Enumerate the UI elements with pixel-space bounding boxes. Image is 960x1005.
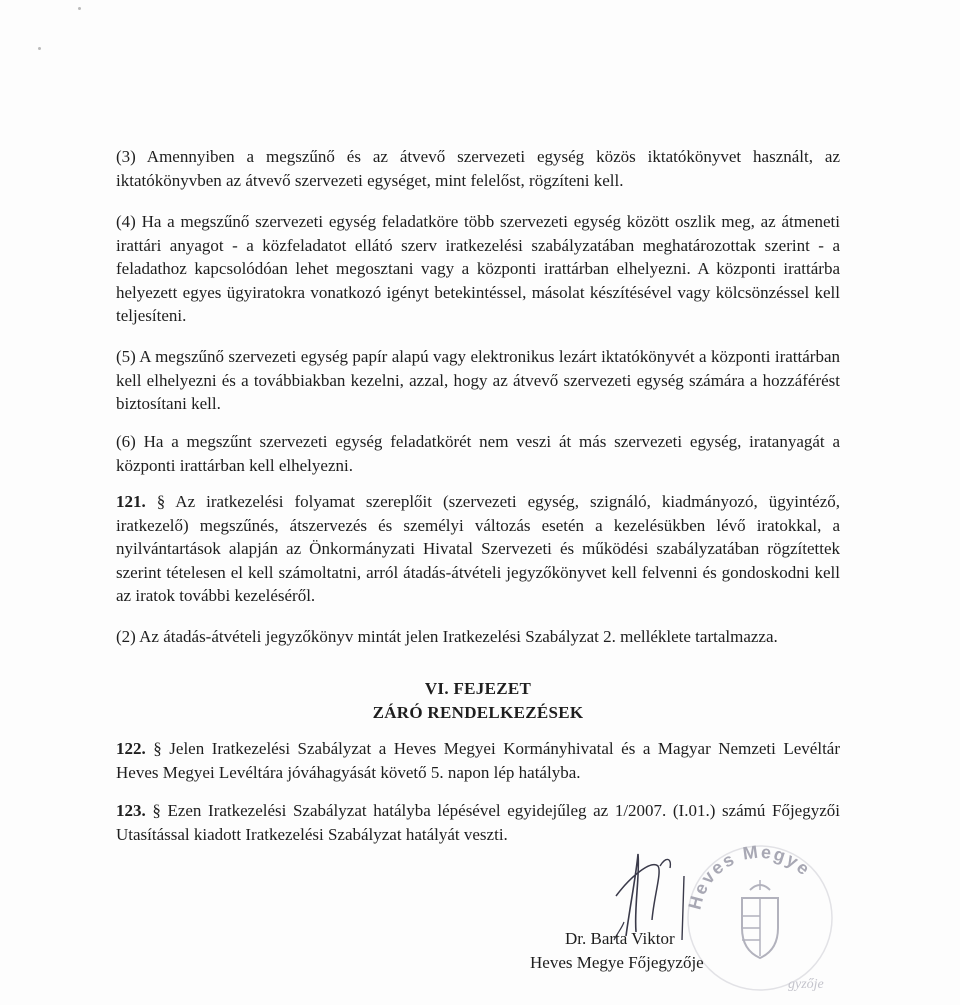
section-123-number: 123.: [116, 801, 146, 820]
scan-speck: [38, 47, 41, 50]
paragraph-4-part-1: (4) Ha a megszűnő szervezeti egység feladatköre több szervezeti egység között oszlik meg, az átmeneti irattári anyagot - a közfeladatot ellátó szerv iratkezelési szabályzatában meghatározottak szerint - a feladathoz kapcsolódóan lehet megosztani vagy a központi irattárban elhelyezni.: [116, 212, 840, 278]
section-121: [116, 490, 840, 608]
section-122-text: § Jelen Iratkezelési Szabályzat a Heves Megyei Kormányhivatal és a Magyar Nemzeti Levéltár Heves Megyei Levéltára jóváhagyását követő 5. napon lép hatályba.: [116, 739, 840, 782]
svg-text:gyzője: gyzője: [788, 977, 824, 992]
section-122: [116, 737, 840, 784]
paragraph-4-part-2: A központi irattárba helyezett egyes ügyiratokra vonatkozó igényt betekintéssel, másolat készítésével vagy kölcsönzéssel kell teljesíteni.: [116, 259, 841, 325]
paragraph-5: (5) A megszűnő szervezeti egység papír alapú vagy elektronikus lezárt iktatókönyvét a központi irattárban kell elhelyezni és a továbbiakban kezelni, azzal, hogy az átvevő szervezeti egység számára a hozzáférést biztosítani kell.: [116, 347, 840, 413]
scan-speck: [78, 7, 81, 10]
chapter-number: VI. FEJEZET: [424, 679, 532, 698]
section-121-paragraph-2: (2) Az átadás-átvételi jegyzőkönyv mintát jelen Iratkezelési Szabályzat 2. melléklete tartalmazza.: [116, 627, 778, 646]
paragraph-6: (6) Ha a megszűnt szervezeti egység feladatkörét nem veszi át más szervezeti egység, iratanyagát a központi irattárban kell elhelyezni.: [116, 432, 840, 475]
section-122-number: 122.: [116, 739, 146, 758]
signatory-title: Heves Megye Főjegyzője: [530, 953, 704, 972]
section-121-number: 121.: [116, 492, 146, 511]
svg-text:Heves Megye: Heves Megye: [684, 841, 815, 912]
section-123-text: § Ezen Iratkezelési Szabályzat hatályba lépésével egyidejűleg az 1/2007. (I.01.) számú Főjegyzői Utasítással kiadott Iratkezelési Szabályzat hatályát veszti.: [116, 801, 841, 844]
paragraph-4: [116, 210, 840, 328]
paragraph-3: (3) Amennyiben a megszűnő és az átvevő szervezeti egység közös iktatókönyvet használt, az iktatókönyvben az átvevő szervezeti egységet, mint felelőst, rögzíteni kell.: [116, 147, 840, 190]
section-121-text: § Az iratkezelési folyamat szereplőit (szervezeti egység, szignáló, kiadmányozó, ügyintéző, iratkezelő) megszűnés, átszervezés és személyi változás esetén a kezelésükben lévő iratokkal, a nyilvántartások alapján az Önkormányzati Hivatal Szervezeti és működési szabályzatában rögzítettek szerint tételesen el kell számoltatni, arról átadás-átvételi jegyzőkönyvet kell felvenni és gondoskodni kell az iratok további kezeléséről.: [116, 492, 841, 605]
chapter-title: ZÁRÓ RENDELKEZÉSEK: [372, 703, 584, 722]
coat-of-arms-icon: [742, 880, 778, 958]
signatory-name: Dr. Barta Viktor: [565, 929, 675, 948]
